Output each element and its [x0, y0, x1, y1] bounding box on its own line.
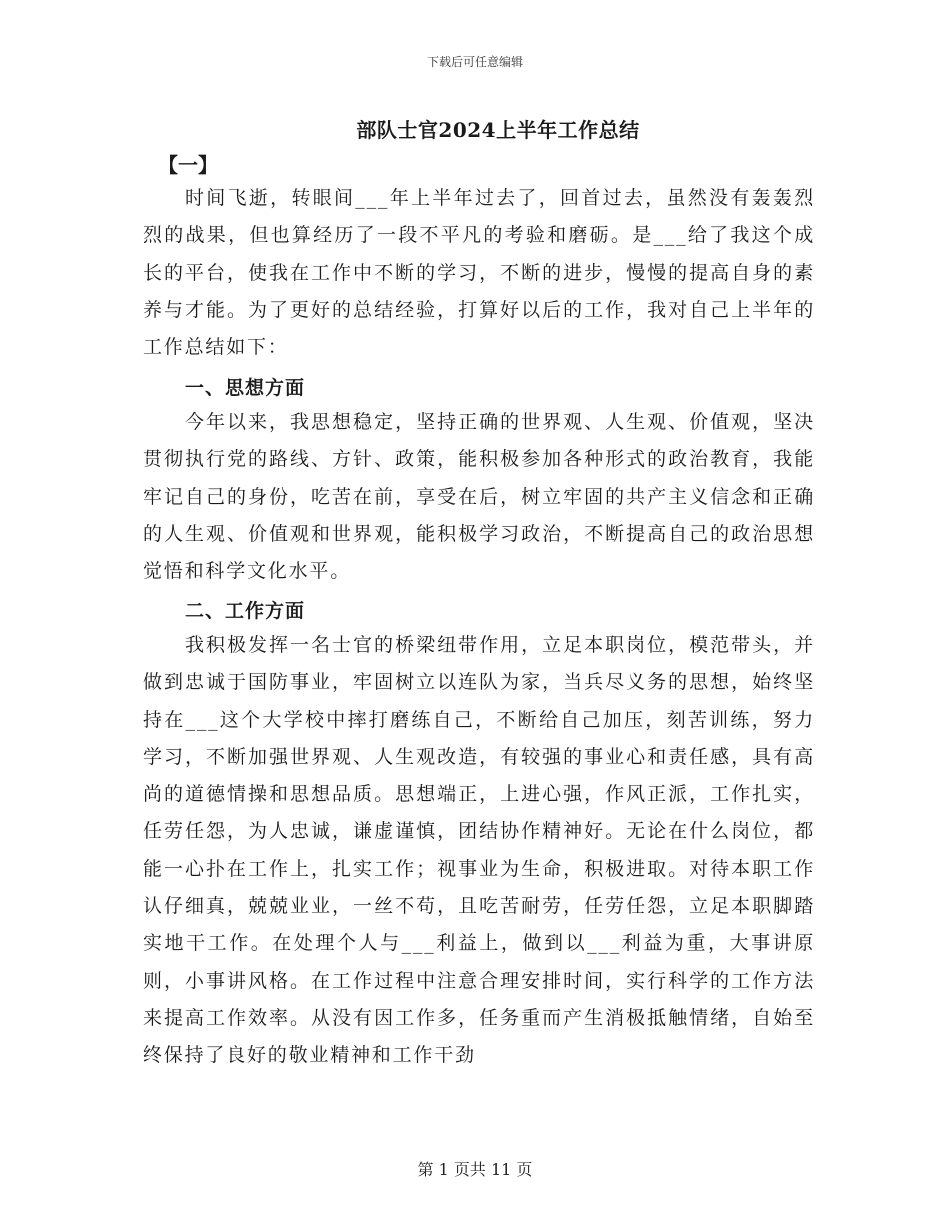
section-marker: 【一】 — [158, 153, 218, 177]
intro-paragraph: 时间飞逝，转眼间___年上半年过去了，回首过去，虽然没有轰轰烈烈的战果，但也算经历了一段不平凡的考验和磨砺。是___给了我这个成长的平台，使我在工作中不断的学习，不断的进步，慢慢的提高自身的素养与才能。为了更好的总结经验，打算好以后的工作，我对自己上半年的工作总结如下： — [143, 187, 815, 359]
document-title: 部队士官2024上半年工作总结 — [356, 118, 640, 142]
page-number-footer: 第 1 页共 11 页 — [417, 1160, 533, 1179]
section-heading-work: 二、工作方面 — [185, 600, 306, 622]
work-paragraph: 我积极发挥一名士官的桥梁纽带作用，立足本职岗位，模范带头，并做到忠诚于国防事业，牢固树立以连队为家，当兵尽义务的思想，始终坚持在___这个大学校中摔打磨练自己，不断给自己加压，刻苦训练，努力学习，不断加强世界观、人生观改造，有较强的事业心和责任感，具有高尚的道德情操和思想品质。思想端正，上进心强，作风正派，工作扎实，任劳任怨，为人忠诚，谦虚谨慎，团结协作精神好。无论在什么岗位，都能一心扑在工作上，扎实工作；视事业为生命，积极进取。对待本职工作认仔细真，兢兢业业，一丝不苟，且吃苦耐劳，任劳任怨，立足本职脚踏实地干工作。在处理个人与___利益上，做到以___利益为重，大事讲原则，小事讲风格。在工作过程中注意合理安排时间，实行科学的工作方法来提高工作效率。从没有因工作多，任务重而产生消极抵触情绪，自始至终保持了良好的敬业精神和工作干劲 — [143, 634, 815, 1067]
header-note: 下载后可任意编辑 — [426, 55, 523, 69]
section-heading-thought: 一、思想方面 — [185, 377, 306, 399]
thought-paragraph: 今年以来，我思想稳定，坚持正确的世界观、人生观、价值观，坚决贯彻执行党的路线、方针、政策，能积极参加各种形式的政治教育，我能牢记自己的身份，吃苦在前，享受在后，树立牢固的共产主义信念和正确的人生观、价值观和世界观，能积极学习政治，不断提高自己的政治思想觉悟和科学文化水平。 — [143, 411, 815, 583]
